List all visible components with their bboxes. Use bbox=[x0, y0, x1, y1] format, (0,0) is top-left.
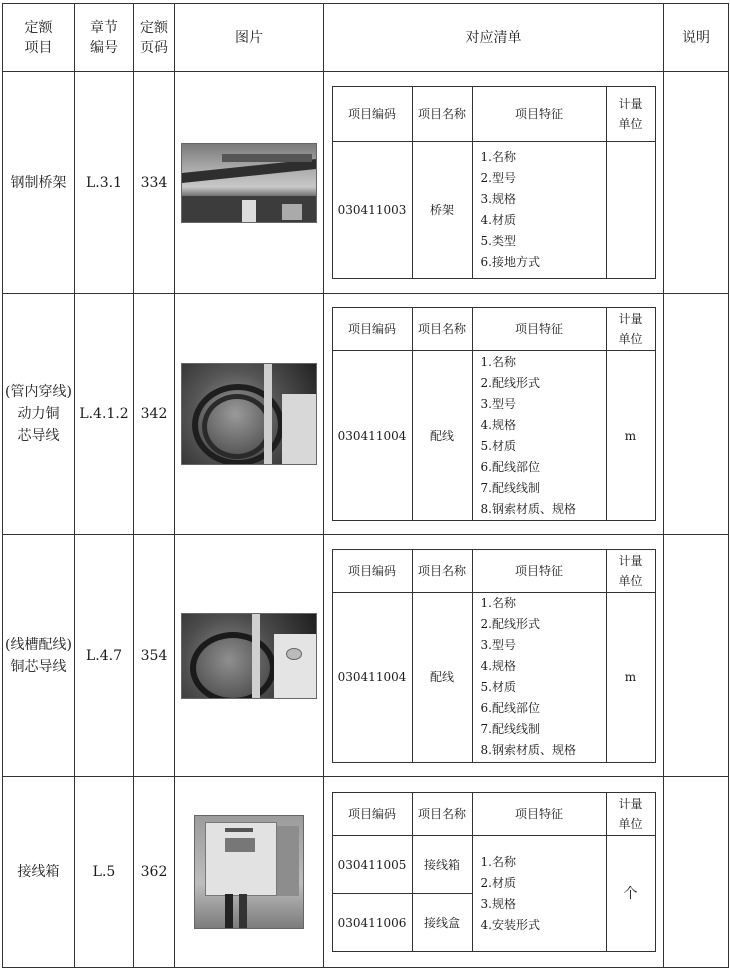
bill-name: 配线 bbox=[412, 351, 472, 521]
junction-box-photo bbox=[194, 815, 304, 929]
chapter-number: L.4.1.2 bbox=[75, 294, 134, 535]
note-cell bbox=[664, 535, 729, 777]
note-cell bbox=[664, 777, 729, 968]
bill-name: 接线盒 bbox=[412, 894, 472, 952]
sub-header-unit: 计量 单位 bbox=[606, 87, 655, 142]
header-bill: 对应清单 bbox=[324, 4, 664, 72]
sub-header-code: 项目编码 bbox=[332, 87, 412, 142]
header-note: 说明 bbox=[664, 4, 729, 72]
sub-header-name: 项目名称 bbox=[412, 308, 472, 351]
bill-code: 030411003 bbox=[332, 142, 412, 279]
sub-header-feature: 项目特征 bbox=[472, 549, 606, 592]
quota-item-name: (线槽配线) 铜芯导线 bbox=[3, 535, 75, 777]
sub-header-feature: 项目特征 bbox=[472, 308, 606, 351]
cable-tray-photo bbox=[181, 143, 317, 223]
bill-table bbox=[332, 86, 656, 279]
sub-header-unit: 计量 单位 bbox=[606, 793, 655, 836]
header-chapter-no: 章节 编号 bbox=[75, 4, 134, 72]
sub-header-name: 项目名称 bbox=[412, 793, 472, 836]
bill-code: 030411005 bbox=[332, 836, 412, 894]
quota-page: 334 bbox=[134, 72, 175, 294]
bill-features: 1.名称 2.型号 3.规格 4.材质 5.类型 6.接地方式 bbox=[472, 142, 606, 279]
header-quota-page: 定额 页码 bbox=[134, 4, 175, 72]
bill-unit: 个 bbox=[606, 836, 655, 952]
bill-features: 1.名称 2.材质 3.规格 4.安装形式 bbox=[472, 836, 606, 952]
bill-code: 030411006 bbox=[332, 894, 412, 952]
quota-table bbox=[2, 3, 729, 968]
bill-features: 1.名称 2.配线形式 3.型号 4.规格 5.材质 6.配线部位 7.配线线制 8.钢索材质、规格 bbox=[472, 592, 606, 762]
quota-page: 354 bbox=[134, 535, 175, 777]
header-picture: 图片 bbox=[175, 4, 324, 72]
bill-unit: m bbox=[606, 592, 655, 762]
conduit-wiring-photo bbox=[181, 363, 317, 465]
table-row bbox=[3, 777, 729, 968]
note-cell bbox=[664, 72, 729, 294]
sub-header-code: 项目编码 bbox=[332, 308, 412, 351]
bill-cell bbox=[324, 777, 664, 968]
sub-header-feature: 项目特征 bbox=[472, 793, 606, 836]
bill-cell bbox=[324, 294, 664, 535]
table-row bbox=[3, 294, 729, 535]
sub-header-feature: 项目特征 bbox=[472, 87, 606, 142]
bill-table bbox=[332, 549, 656, 763]
trunking-wiring-photo bbox=[181, 613, 317, 699]
bill-table bbox=[332, 307, 656, 521]
table-row bbox=[3, 72, 729, 294]
note-cell bbox=[664, 294, 729, 535]
sub-header-unit: 计量 单位 bbox=[606, 308, 655, 351]
quota-page: 362 bbox=[134, 777, 175, 968]
bill-table bbox=[332, 792, 656, 952]
bill-unit: m bbox=[606, 351, 655, 521]
bill-name: 桥架 bbox=[412, 142, 472, 279]
bill-code: 030411004 bbox=[332, 592, 412, 762]
bill-features: 1.名称 2.配线形式 3.型号 4.规格 5.材质 6.配线部位 7.配线线制 8.钢索材质、规格 bbox=[472, 351, 606, 521]
photo-cell bbox=[175, 72, 324, 294]
chapter-number: L.3.1 bbox=[75, 72, 134, 294]
quota-item-name: (管内穿线) 动力铜 芯导线 bbox=[3, 294, 75, 535]
header-row bbox=[3, 4, 729, 72]
photo-cell bbox=[175, 777, 324, 968]
photo-cell bbox=[175, 294, 324, 535]
photo-cell bbox=[175, 535, 324, 777]
header-quota-item: 定额 项目 bbox=[3, 4, 75, 72]
quota-page: 342 bbox=[134, 294, 175, 535]
sub-header-name: 项目名称 bbox=[412, 549, 472, 592]
quota-item-name: 钢制桥架 bbox=[3, 72, 75, 294]
chapter-number: L.4.7 bbox=[75, 535, 134, 777]
bill-name: 配线 bbox=[412, 592, 472, 762]
bill-cell bbox=[324, 72, 664, 294]
bill-unit bbox=[606, 142, 655, 279]
sub-header-code: 项目编码 bbox=[332, 549, 412, 592]
bill-name: 接线箱 bbox=[412, 836, 472, 894]
bill-cell bbox=[324, 535, 664, 777]
sub-header-name: 项目名称 bbox=[412, 87, 472, 142]
quota-item-name: 接线箱 bbox=[3, 777, 75, 968]
bill-code: 030411004 bbox=[332, 351, 412, 521]
table-row bbox=[3, 535, 729, 777]
chapter-number: L.5 bbox=[75, 777, 134, 968]
sub-header-code: 项目编码 bbox=[332, 793, 412, 836]
sub-header-unit: 计量 单位 bbox=[606, 549, 655, 592]
